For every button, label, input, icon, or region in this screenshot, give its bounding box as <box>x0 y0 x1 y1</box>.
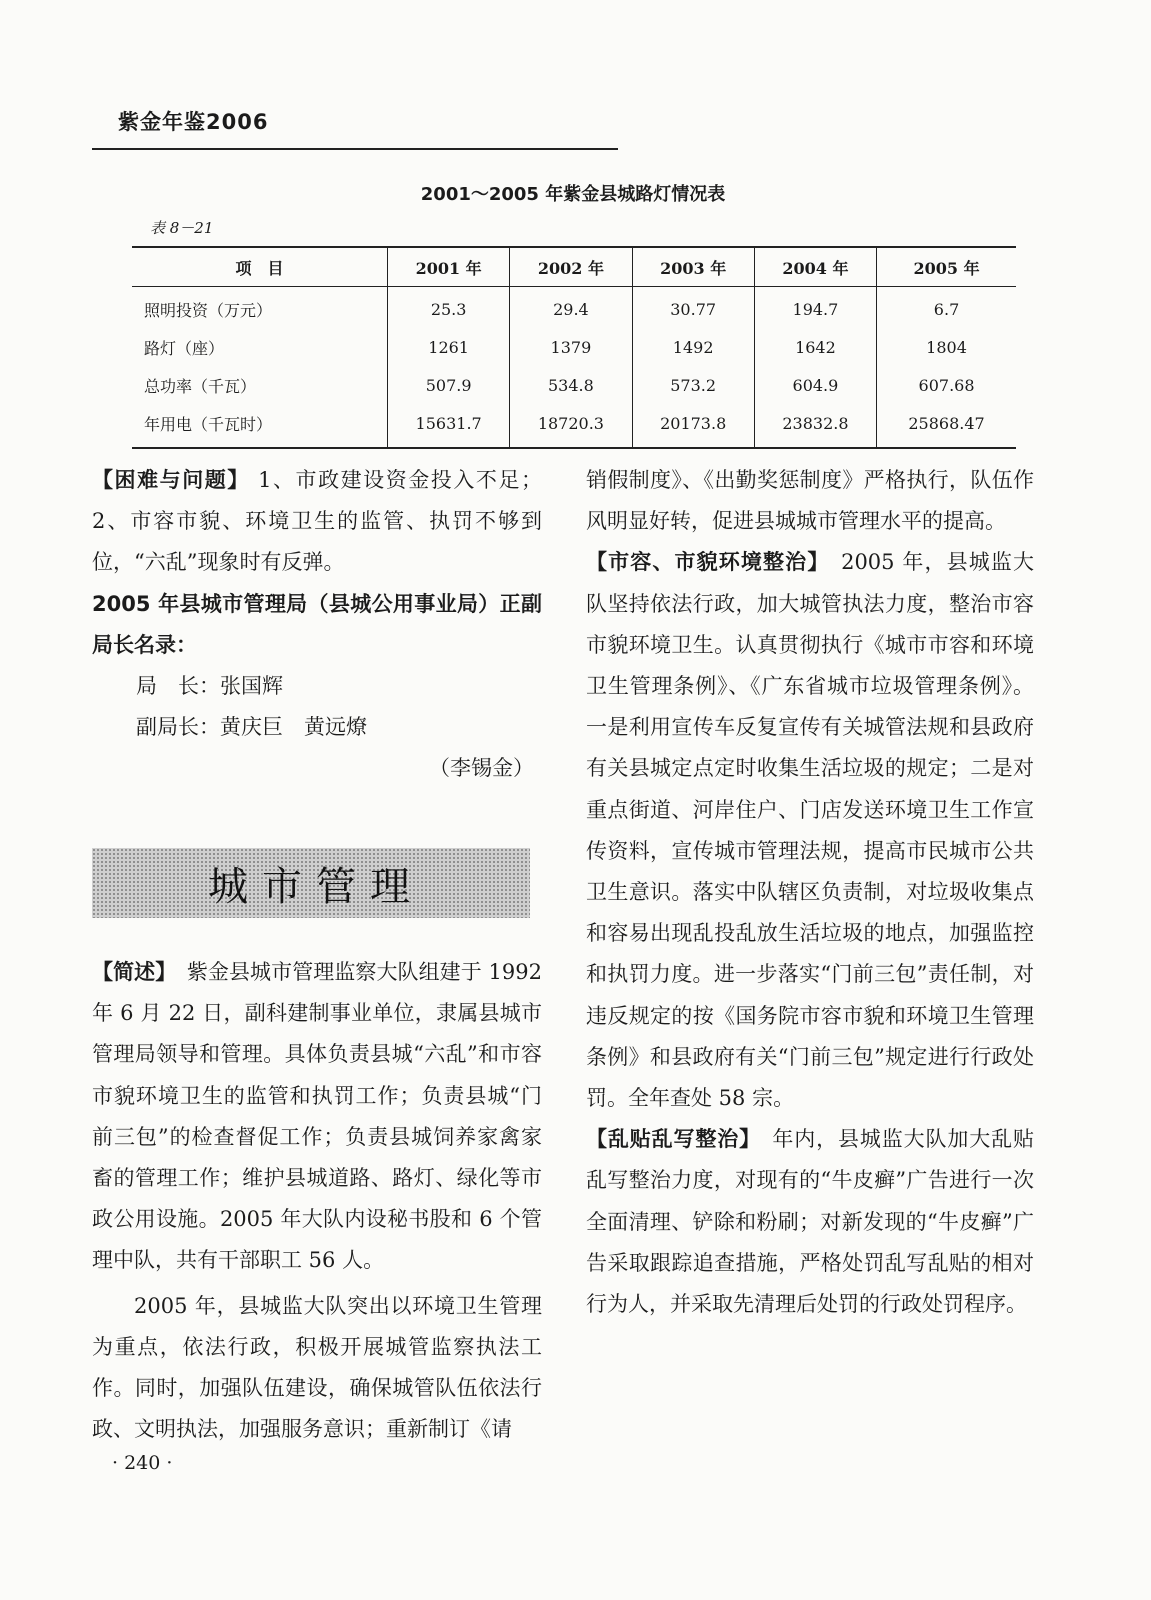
col-header-2002: 2002 年 <box>510 247 632 287</box>
poster-tag: 【乱贴乱写整治】 <box>586 1127 751 1152</box>
table-row <box>132 287 1016 329</box>
row-label: 总功率（千瓦） <box>144 376 257 396</box>
deputy-names: 副局长：黄庆巨 黄远燎 <box>136 715 367 740</box>
table-cell: 1261 <box>388 328 510 366</box>
environment-tag: 【市容、市貌环境整治】 <box>586 550 819 575</box>
table-cell: 25.3 <box>388 287 510 329</box>
difficulty-text: 1、市政建设资金投入不足；2、市容市貌、环境卫生的监管、执罚不够到位，“六乱”现象时有反弹。 <box>92 468 542 575</box>
table-cell: 23832.8 <box>754 404 876 448</box>
header-rule <box>92 148 618 150</box>
table-row <box>132 404 1016 448</box>
col-header-2001: 2001 年 <box>388 247 510 287</box>
row-label: 照明投资（万元） <box>144 300 273 320</box>
table-row <box>132 328 1016 366</box>
section-title: 城市管理 <box>208 863 424 910</box>
left-column <box>92 460 542 790</box>
table-row <box>132 366 1016 404</box>
table-cell: 194.7 <box>754 287 876 329</box>
overview-paragraph <box>92 952 542 1282</box>
overview-text: 紫金县城市管理监察大队组建于 1992 年 6 月 22 日，副科建制事业单位，隶属县城市管理局领导和管理。具体负责县城“六乱”和市容市貌环境卫生的监管和执罚工作；负责县城“门前三包”的检查督促工作；负责县城饲养家禽家畜的管理工作；维护县城道路、路灯、绿化等市政公用设施。2005 年大队内设秘书股和 6 个管理中队，共有干部职工 56 人。 <box>92 960 542 1273</box>
table-cell: 1492 <box>632 328 754 366</box>
col-header-2003: 2003 年 <box>632 247 754 287</box>
continued-paragraph: 销假制度》、《出勤奖惩制度》严格执行，队伍作风明显好转，促进县城城市管理水平的提高。 <box>586 468 1034 534</box>
col-header-item: 项 目 <box>132 247 388 287</box>
row-label: 年用电（千瓦时） <box>144 414 273 434</box>
table-cell: 1642 <box>754 328 876 366</box>
street-light-table <box>132 246 1016 449</box>
table-cell: 18720.3 <box>510 404 632 448</box>
poster-paragraph <box>586 1119 1034 1325</box>
table-cell: 607.68 <box>877 366 1016 404</box>
table-number: 表 8－21 <box>150 219 214 237</box>
table-title: 2001～2005 年紫金县城路灯情况表 <box>420 184 726 205</box>
col-header-2005: 2005 年 <box>877 247 1016 287</box>
right-column <box>586 460 1034 1325</box>
table-cell: 604.9 <box>754 366 876 404</box>
table-header-row <box>132 247 1016 287</box>
table-cell: 30.77 <box>632 287 754 329</box>
col-header-2004: 2004 年 <box>754 247 876 287</box>
section-banner <box>92 848 530 918</box>
table-cell: 507.9 <box>388 366 510 404</box>
table-cell: 1379 <box>510 328 632 366</box>
directory-title: 2005 年县城市管理局（县城公用事业局）正副局长名录： <box>92 591 542 657</box>
page-number: · 240 · <box>112 1452 173 1474</box>
row-label: 路灯（座） <box>144 338 225 358</box>
table-cell: 1804 <box>877 328 1016 366</box>
paragraph-2005: 2005 年，县城监大队突出以环境卫生管理为重点，依法行政，积极开展城管监察执法工作。同时，加强队伍建设，确保城管队伍依法行政、文明执法，加强服务意识；重新制订《请 <box>92 1293 542 1442</box>
table-cell: 573.2 <box>632 366 754 404</box>
running-header: 紫金年鉴2006 <box>118 110 269 134</box>
table-cell: 6.7 <box>877 287 1016 329</box>
environment-paragraph <box>586 542 1034 1119</box>
table-cell: 29.4 <box>510 287 632 329</box>
difficulty-tag: 【困难与问题】 <box>92 468 250 492</box>
table-cell: 25868.47 <box>877 404 1016 448</box>
difficulty-paragraph <box>92 460 542 584</box>
environment-text: 2005 年，县城监大队坚持依法行政，加大城管执法力度，整治市容市貌环境卫生。认真贯彻执行《城市市容和环境卫生管理条例》、《广东省城市垃圾管理条例》。一是利用宣传车反复宣传有关城管法规和县政府有关县城定点定时收集生活垃圾的规定；二是对重点街道、河岸住户、门店发送环境卫生工作宣传资料，宣传城市管理法规，提高市民城市公共卫生意识。落实中队辖区负责制，对垃圾收集点和容易出现乱投乱放生活垃圾的地点，加强监控和执罚力度。进一步落实“门前三包”责任制，对违反规定的按《国务院市容市貌和环境卫生管理条例》和县政府有关“门前三包”规定进行行政处罚。全年查处 58 宗。 <box>586 550 1034 1111</box>
table-cell: 20173.8 <box>632 404 754 448</box>
director-name: 局 长：张国辉 <box>136 674 283 699</box>
table-cell: 15631.7 <box>388 404 510 448</box>
author-signature: （李锡金） <box>429 756 534 781</box>
left-column-lower <box>92 952 542 1450</box>
table-cell: 534.8 <box>510 366 632 404</box>
overview-tag: 【简述】 <box>92 960 166 984</box>
poster-text: 年内，县城监大队加大乱贴乱写整治力度，对现有的“牛皮癣”广告进行一次全面清理、铲除和粉刷；对新发现的“牛皮癣”广告采取跟踪追查措施，严格处罚乱写乱贴的相对行为人，并采取先清理后处罚的行政处罚程序。 <box>586 1127 1034 1317</box>
